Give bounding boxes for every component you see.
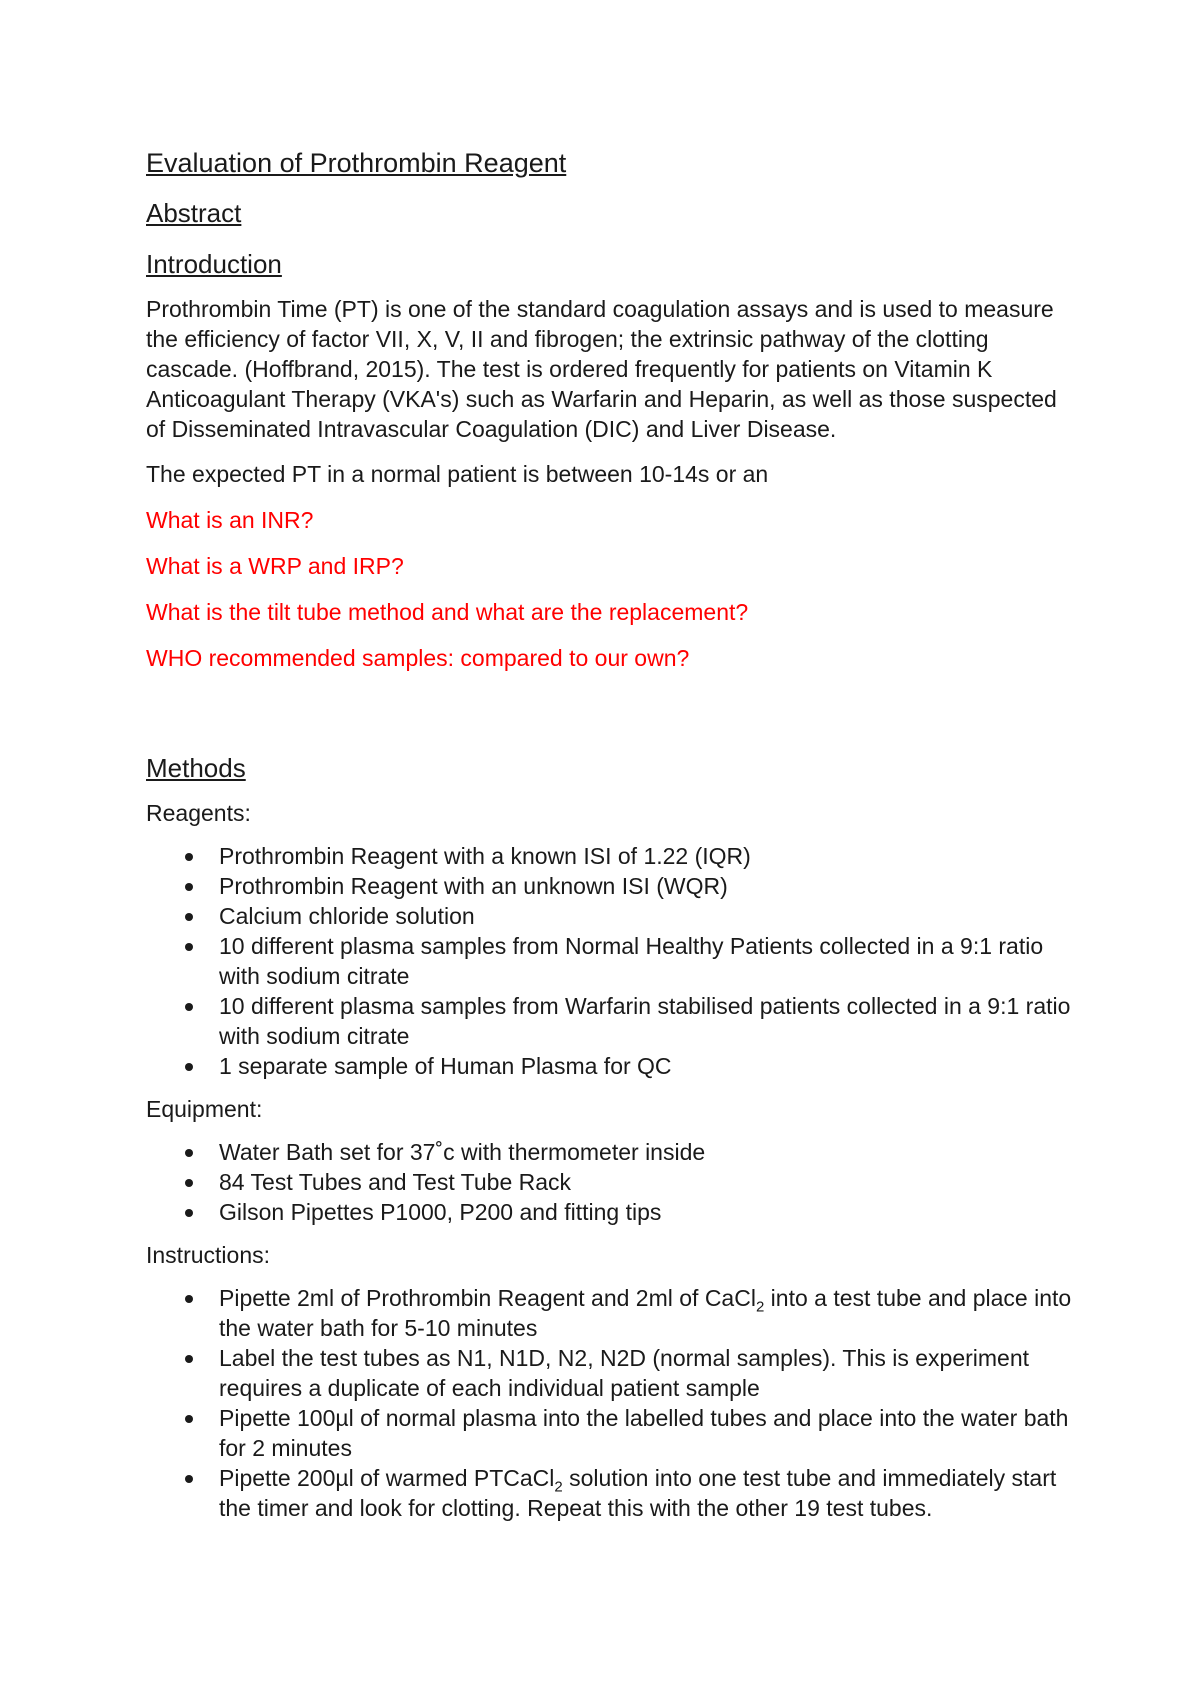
question-wrp-irp: What is a WRP and IRP? [146,553,404,579]
instructions-list [146,1283,1076,1523]
list-item [146,1403,1076,1463]
bullet-icon [185,853,193,861]
list-item [146,931,1076,991]
instruction-subscript: 2 [554,1478,563,1496]
reagent-text: Prothrombin Reagent with an unknown ISI (WQR) [219,873,728,899]
bullet-icon [185,1355,193,1363]
document-page [146,146,1076,1523]
question-inr: What is an INR? [146,507,314,533]
equipment-text: Gilson Pipettes P1000, P200 and fitting tips [219,1199,662,1225]
question-tilt-tube: What is the tilt tube method and what are the replacement? [146,599,749,625]
instruction-text-after: solution into one test tube and immediately start the timer and look for clotting. Repeat this with the other 19 test tubes. [219,1465,1057,1521]
equipment-text: Water Bath set for 37˚c with thermometer inside [219,1139,706,1165]
equipment-label: Equipment: [146,1096,263,1122]
instruction-text-after: into a test tube and place into the water bath for 5-10 minutes [219,1285,1072,1341]
list-item [146,871,1076,901]
abstract-heading: Abstract [146,198,242,228]
list-item [146,1463,1076,1523]
reagent-text: Prothrombin Reagent with a known ISI of 1.22 (IQR) [219,843,751,869]
bullet-icon [185,913,193,921]
list-item [146,1283,1076,1343]
bullet-icon [185,1063,193,1071]
reagent-text: 10 different plasma samples from Warfarin stabilised patients collected in a 9:1 ratio with sodium citrate [219,993,1071,1049]
bullet-icon [185,943,193,951]
document-title: Evaluation of Prothrombin Reagent [146,148,567,178]
reagent-text: Calcium chloride solution [219,903,475,929]
expected-pt-paragraph: The expected PT in a normal patient is between 10-14s or an [146,461,769,487]
bullet-icon [185,883,193,891]
list-item [146,1167,1076,1197]
instruction-text-before: Pipette 200µl of warmed PTCaCl [219,1465,555,1491]
bullet-icon [185,1179,193,1187]
list-item [146,841,1076,871]
instruction-subscript: 2 [755,1298,765,1316]
question-who-samples: WHO recommended samples: compared to our own? [146,645,690,671]
reagent-text: 1 separate sample of Human Plasma for QC [219,1053,672,1079]
reagents-list [146,841,1076,1081]
bullet-icon [185,1149,193,1157]
bullet-icon [185,1003,193,1011]
introduction-heading: Introduction [146,249,282,279]
instruction-text-before: Label the test tubes as N1, N1D, N2, N2D (normal samples). This is experiment requires a duplicate of each individual patient sample [219,1345,1030,1401]
bullet-icon [185,1415,193,1423]
instructions-label: Instructions: [146,1242,270,1268]
instruction-text-before: Pipette 100µl of normal plasma into the labelled tubes and place into the water bath for 2 minutes [219,1405,1069,1461]
list-item [146,991,1076,1051]
equipment-text: 84 Test Tubes and Test Tube Rack [219,1169,572,1195]
list-item [146,1051,1076,1081]
list-item [146,1343,1076,1403]
reagent-text: 10 different plasma samples from Normal Healthy Patients collected in a 9:1 ratio with sodium citrate [219,933,1044,989]
list-item [146,1137,1076,1167]
equipment-list [146,1137,1076,1227]
list-item [146,1197,1076,1227]
bullet-icon [185,1475,193,1483]
bullet-icon [185,1295,193,1303]
bullet-icon [185,1209,193,1217]
introduction-paragraph: Prothrombin Time (PT) is one of the standard coagulation assays and is used to measure the efficiency of factor VII, X, V, II and fibrogen; the extrinsic pathway of the clotting cascade. (Hoffbrand, 2015). The test is ordered frequently for patients on Vitamin K Anticoagulant Therapy (VKA's) such as Warfarin and Heparin, as well as those suspected of Disseminated Intravascular Coagulation (DIC) and Liver Disease. [146,296,1057,442]
reagents-label: Reagents: [146,800,251,826]
methods-heading: Methods [146,753,246,783]
list-item [146,901,1076,931]
instruction-text-before: Pipette 2ml of Prothrombin Reagent and 2ml of CaCl [219,1285,756,1311]
